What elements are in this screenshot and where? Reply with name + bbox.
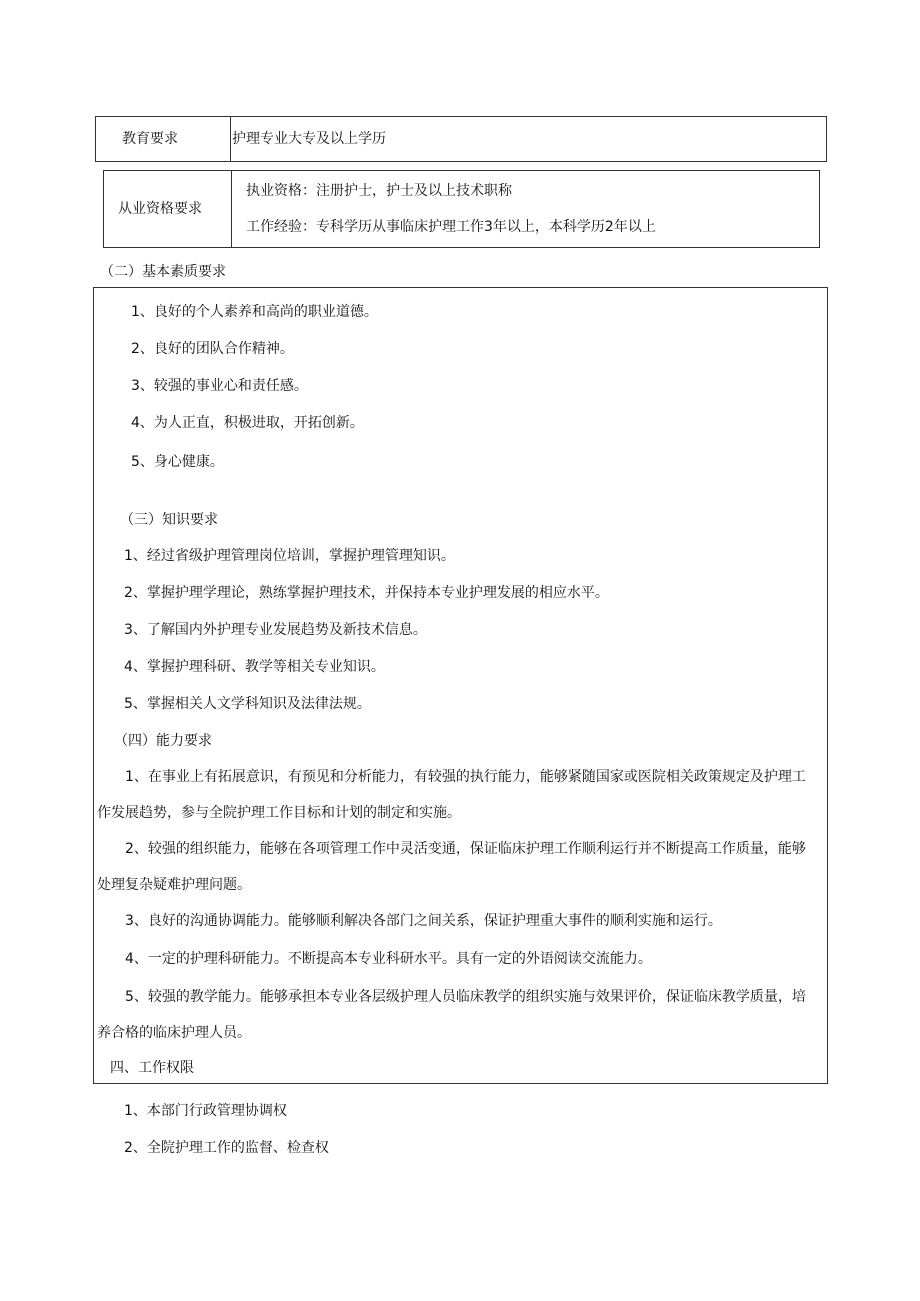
- list-item: 2、掌握护理学理论，熟练掌握护理技术，并保持本专业护理发展的相应水平。: [124, 585, 609, 601]
- education-table: [95, 116, 827, 162]
- list-item: 3、了解国内外护理专业发展趋势及新技术信息。: [124, 622, 427, 638]
- list-item: 4、掌握护理科研、教学等相关专业知识。: [124, 659, 385, 675]
- list-item: 5、身心健康。: [131, 454, 224, 470]
- list-item: 1、本部门行政管理协调权: [124, 1103, 287, 1119]
- paragraph: [97, 941, 819, 977]
- list-item: 2、良好的团队合作精神。: [131, 341, 294, 357]
- paragraph-text: 5、较强的教学能力。能够承担本专业各层级护理人员临床教学的组织实施与效果评价，保证临床教学质量，培养合格的临床护理人员。: [97, 989, 806, 1041]
- paragraph: [97, 759, 819, 831]
- paragraph: [97, 831, 819, 903]
- paragraph-text: 3、良好的沟通协调能力。能够顺利解决各部门之间关系，保证护理重大事件的顺利实施和运行。: [125, 913, 722, 929]
- list-item: 2、全院护理工作的监督、检查权: [124, 1140, 329, 1156]
- table-divider: [231, 171, 232, 247]
- list-item: 1、良好的个人素养和高尚的职业道德。: [131, 304, 378, 320]
- qualification-line: 执业资格：注册护士，护士及以上技术职称: [246, 183, 512, 199]
- paragraph: [97, 979, 819, 1051]
- list-item: 5、掌握相关人文学科知识及法律法规。: [124, 696, 371, 712]
- list-item: 4、为人正直，积极进取，开拓创新。: [131, 415, 364, 431]
- table-divider: [230, 117, 231, 161]
- section-heading-authority: 四、工作权限: [110, 1060, 194, 1076]
- paragraph-text: 2、较强的组织能力，能够在各项管理工作中灵活变通，保证临床护理工作顺利运行并不断提高工作质量，能够处理复杂疑难护理问题。: [97, 841, 806, 893]
- section-heading-basic-quality: （二）基本素质要求: [100, 264, 226, 280]
- paragraph: [97, 903, 819, 939]
- education-value: 护理专业大专及以上学历: [232, 131, 386, 147]
- experience-line: 工作经验：专科学历从事临床护理工作3年以上，本科学历2年以上: [246, 219, 656, 235]
- paragraph-text: 4、一定的护理科研能力。不断提高本专业科研水平。具有一定的外语阅读交流能力。: [125, 951, 652, 967]
- list-item: 3、较强的事业心和责任感。: [131, 378, 308, 394]
- section-heading-ability: （四）能力要求: [114, 733, 212, 749]
- paragraph-text: 1、在事业上有拓展意识，有预见和分析能力，有较强的执行能力，能够紧随国家或医院相关政策规定及护理工作发展趋势，参与全院护理工作目标和计划的制定和实施。: [97, 769, 806, 821]
- qualification-table: [103, 170, 820, 248]
- list-item: 1、经过省级护理管理岗位培训，掌握护理管理知识。: [124, 548, 455, 564]
- education-label: 教育要求: [122, 131, 178, 147]
- section-heading-knowledge: （三）知识要求: [120, 512, 218, 528]
- qualification-label: 从业资格要求: [118, 201, 202, 217]
